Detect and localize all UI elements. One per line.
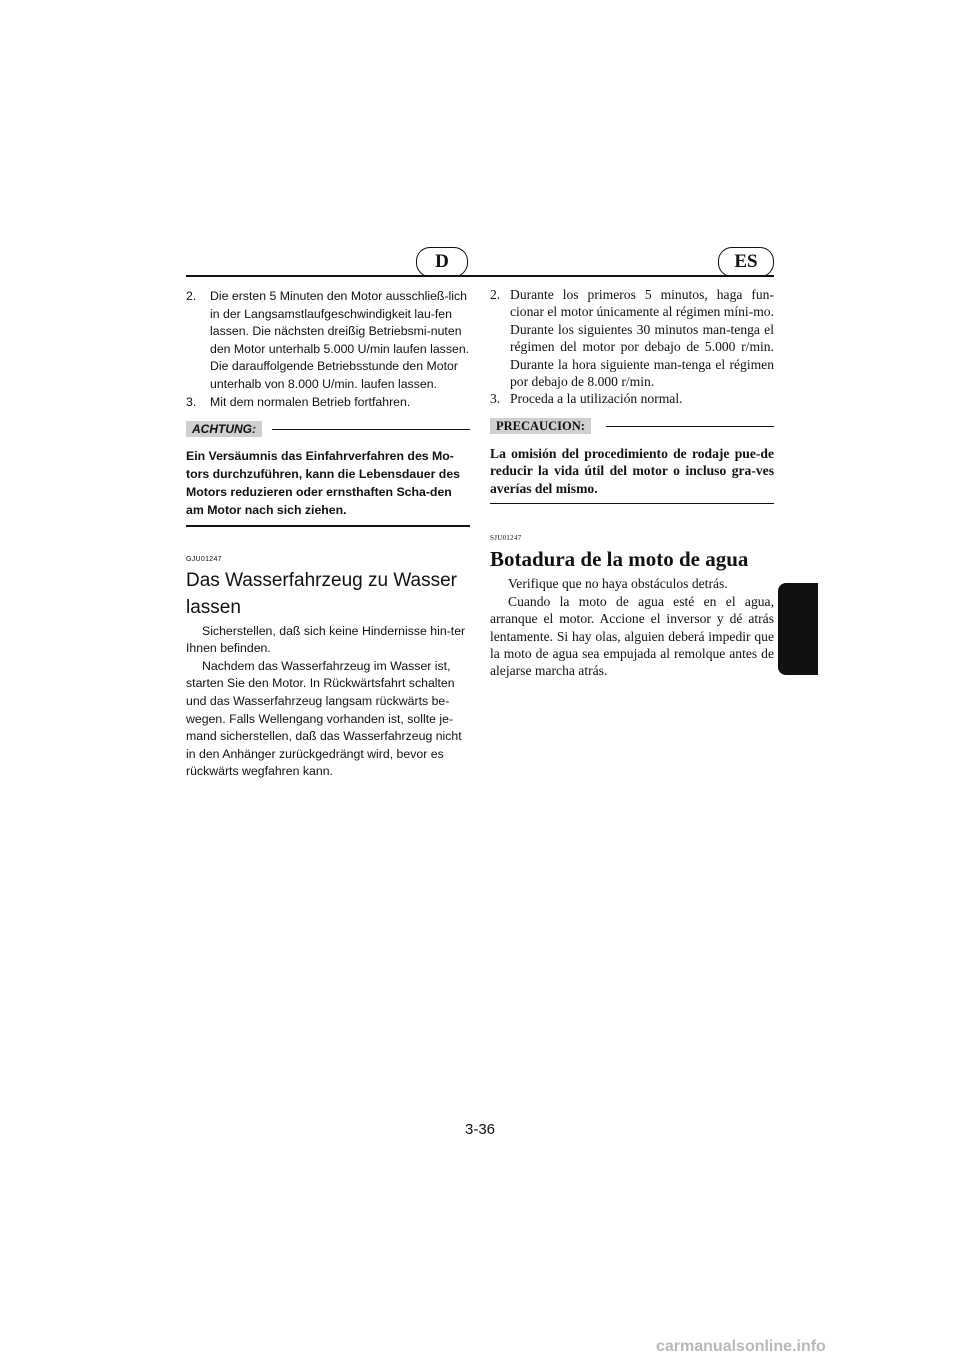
caution-rule: [606, 426, 774, 427]
caution-header: [186, 421, 470, 439]
language-badge-german: D: [416, 247, 468, 277]
spanish-column: [490, 286, 774, 680]
step-2: [186, 288, 470, 394]
paragraph: Nachdem das Wasserfahrzeug im Wasser ist, starten Sie den Motor. In Rückwärtsfahrt schalten und das Wasserfahrzeug langsam rückwärts be-wegen. Falls Wellengang vorhanden ist, sollte je-mand sicherstellen, daß das Wasserfahrzeug nicht in den Anhänger zurückgedrängt wird, bevor es rückwärts wegfahren kann.: [186, 658, 462, 779]
paragraph: Cuando la moto de agua esté en el agua, arranque el motor. Accione el inversor y dé atrás lentamente. Si hay olas, alguien deberá impedir que la moto de agua sea empujada al remolque antes de alejarse marcha atrás.: [490, 593, 774, 679]
step-text: Mit dem normalen Betrieb fortfahren.: [210, 394, 411, 409]
step-number: 2.: [490, 287, 501, 302]
section-title: Das Wasserfahrzeug zu Wasser lassen: [186, 569, 458, 618]
caution-label: PRECAUCION:: [490, 418, 591, 434]
caution-end-rule: [186, 525, 470, 526]
step-3: [186, 394, 470, 412]
step-number: 2.: [186, 289, 197, 303]
step-text: Die ersten 5 Minuten den Motor ausschließ-lich in der Langsamstlaufgeschwindigkeit lau-fen lassen. Die nächsten dreißig Betriebsmi-nuten den Motor unterhalb 5.000 U/min laufen lassen. Die darauffolgende Betriebsstunde den Motor unterhalb von 8.000 U/min. laufen lassen.: [210, 289, 470, 391]
section-code: SJU01247: [490, 534, 522, 543]
language-badge-spanish: ES: [718, 247, 774, 277]
header-rule: [186, 275, 774, 277]
step-2: [490, 286, 774, 390]
german-column: [186, 288, 470, 781]
paragraph: Sicherstellen, daß sich keine Hindernisse hin-ter Ihnen befinden.: [186, 623, 466, 656]
caution-text: La omisión del procedimiento de rodaje pue-de reducir la vida útil del motor o incluso gra-ves averías del mismo.: [490, 445, 774, 496]
caution-rule: [272, 429, 470, 430]
page-number: 3-36: [464, 1121, 496, 1138]
section-code: GJU01247: [186, 555, 222, 563]
step-number: 3.: [490, 391, 501, 407]
caution-label: ACHTUNG:: [186, 421, 262, 437]
caution-text: Ein Versäumnis das Einfahrverfahren des Mo-tors durchzuführen, kann die Lebensdauer des Motors reduzieren oder ernsthaften Scha-den am Motor nach sich ziehen.: [186, 449, 460, 517]
step-text: Proceda a la utilización normal.: [510, 391, 683, 407]
step-number: 3.: [186, 394, 197, 409]
watermark: carmanualsonline.info: [656, 1338, 826, 1355]
chapter-tab: [778, 583, 818, 675]
caution-header: [490, 418, 774, 436]
step-text: Durante los primeros 5 minutos, haga fun-cionar el motor únicamente al régimen míni-mo. Durante los siguientes 30 minutos man-tenga el régimen del motor por debajo de 5.000 r/min. Durante la hora siguiente man-tenga el régimen por debajo de 8.000 r/min.: [510, 287, 774, 390]
section-title: Botadura de la moto de agua: [490, 547, 749, 572]
caution-end-rule: [490, 503, 774, 504]
step-3: [490, 390, 774, 407]
paragraph: Verifique que no haya obstáculos detrás.: [508, 576, 728, 592]
